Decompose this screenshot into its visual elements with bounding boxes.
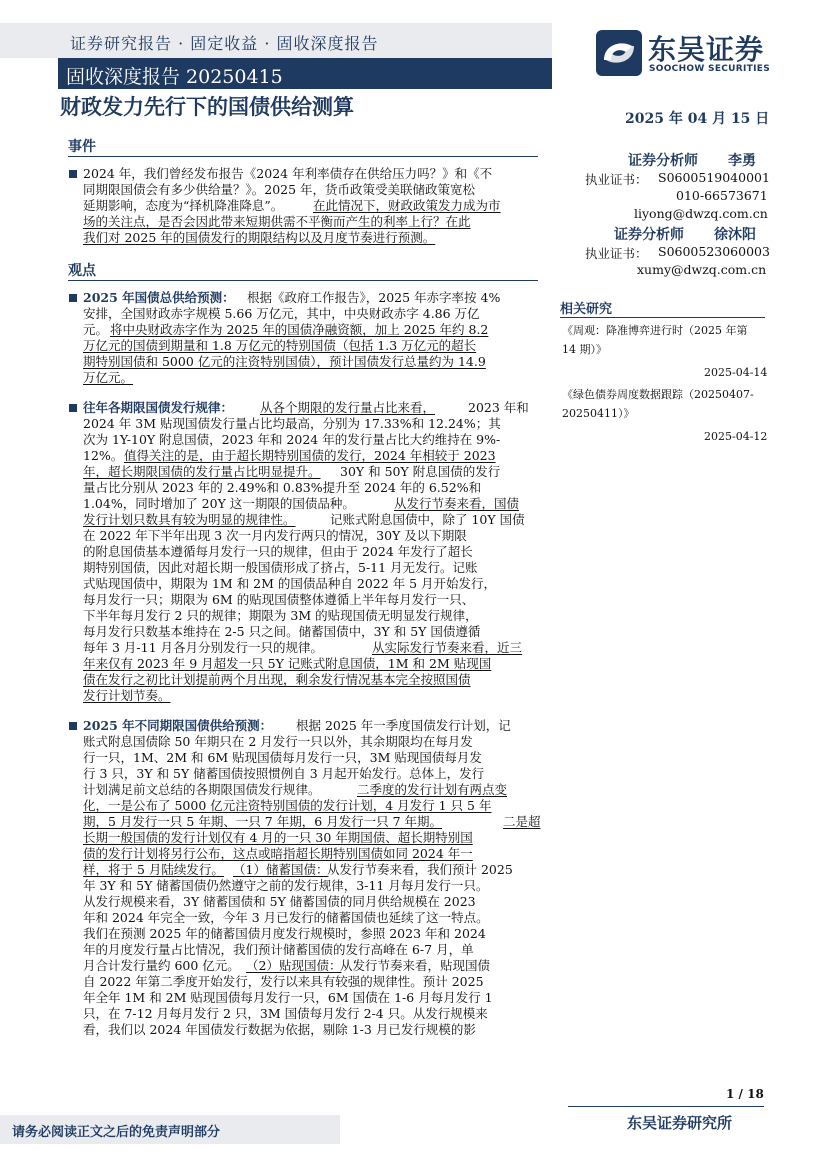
analyst-1-name: 李勇 xyxy=(728,153,756,169)
p3-line-2: 账式附息国债除 50 年期只在 2 月发行一只以外，其余期限均在每月发 xyxy=(83,734,473,749)
p3-line-16b: （2）贴现国债： xyxy=(246,958,342,973)
p3-line-19: 只，在 7-12 月每月发行 2 只，3M 国债每月发行 2-4 只。从发行规模来 xyxy=(83,1006,488,1021)
analyst-2-cert: S0600523060003 xyxy=(658,244,770,259)
p2-line-11: 期特别国债，因此对超长期一般国债形成了挤占，5-11 月无发行。记账 xyxy=(83,560,478,575)
related-research-divider xyxy=(560,317,765,318)
p2-line-14: 下半年每月发行 2 只的规律；期限为 3M 的贴现国债无明显发行规律， xyxy=(83,608,478,623)
logo-name-cn: 东吴证券 xyxy=(648,33,765,66)
p1-line-1: 根据《政府工作报告》，2025 年赤字率按 4% xyxy=(247,290,501,305)
p3-line-14: 我们在预测 2025 年的储蓄国债月度发行规模时，参照 2023 年和 2024 xyxy=(83,926,486,941)
p2-line-2: 2024 年 3M 贴现国债发行量占比均最高，分别为 17.33%和 12.24%；其 xyxy=(83,416,501,431)
p1-line-6: 万亿元。 xyxy=(83,370,134,385)
p2-line-12: 式贴现国债中，期限为 1M 和 2M 的国债品种自 2022 年 5 月开始发行， xyxy=(83,576,497,591)
p2-heading: 往年各期限国债发行规律： xyxy=(83,400,234,415)
report-title: 财政发力先行下的国债供给测算 xyxy=(60,94,354,119)
related-item-1-date: 2025-04-14 xyxy=(704,366,768,379)
p2-line-10: 的附息国债基本遵循每月发行一只的规律，但由于 2024 年发行了超长 xyxy=(83,544,473,559)
p1-line-4: 万亿元的国债到期量和 1.8 万亿元的特别国债（包括 1.3 万亿元的超长 xyxy=(83,338,477,353)
p1-line-2: 安排，全国财政赤字规模 5.66 万亿元，其中，中央财政赤字 4.86 万亿 xyxy=(83,306,480,321)
report-series: 固收深度报告 20250415 xyxy=(66,66,283,88)
analyst-1-role: 证券分析师 xyxy=(628,153,698,169)
related-item-2-line-1[interactable]: 《绿色债券周度数据跟踪（20250407- xyxy=(562,388,754,401)
p2-line-13: 每月发行一只；期限为 6M 的贴现国债整体遵循上半年每月发行一只、 xyxy=(83,592,475,607)
p2-line-4a: 12%。 xyxy=(83,448,124,463)
related-item-1-line-1[interactable]: 《周观：降准博弈进行时（2025 年第 xyxy=(562,324,748,337)
p2-line-8b: 记账式附息国债中，除了 10Y 国债 xyxy=(330,512,525,527)
p2-line-5b: 30Y 和 50Y 附息国债的发行 xyxy=(340,464,501,479)
p2-line-18: 债在发行之初比计划提前两个月出现，剩余发行情况基本完全按照国债 xyxy=(83,672,471,687)
analyst-1-phone: 010-66573671 xyxy=(676,188,768,203)
p2-line-1b: 2023 年和 xyxy=(468,400,529,415)
logo-name-en: SOOCHOW SECURITIES xyxy=(649,64,770,74)
page-number: 1 / 18 xyxy=(726,1087,764,1101)
p1-line-3: 元。 xyxy=(83,322,109,337)
related-item-1-line-2[interactable]: 14 期）》 xyxy=(562,343,607,356)
analyst-2-name: 徐沐阳 xyxy=(714,227,756,243)
p1-line-3-emphasis: 将中央财政赤字作为 2025 年的国债净融资额，加上 2025 年约 8.2 xyxy=(110,322,489,337)
analyst-1-cert: S0600519040001 xyxy=(658,170,770,185)
p2-line-5a: 年，超长期限国债的发行量占比明显提升。 xyxy=(83,464,321,479)
related-item-2-date: 2025-04-12 xyxy=(704,430,768,443)
p2-line-16b: 从实际发行节奏来看，近三 xyxy=(372,640,523,655)
p1-heading: 2025 年国债总供给预测： xyxy=(83,290,235,305)
disclaimer-note[interactable]: 请务必阅读正文之后的免责声明部分 xyxy=(12,1125,221,1140)
p2-line-7a: 1.04%，同时增加了 20Y 这一期限的国债品种。 xyxy=(83,496,355,511)
event-line-1: 2024 年，我们曾经发布报告《2024 年利率债存在供给压力吗？》和《不 xyxy=(83,166,493,181)
p3-line-3: 行一只，1M、2M 和 6M 贴现国债每月发行一只，3M 贴现国债每月发 xyxy=(83,750,482,765)
p3-line-10a: 样，将于 5 月陆续发行。 xyxy=(83,862,224,877)
p1-line-5: 期特别国债和 5000 亿元的注资特别国债），预计国债发行总量约为 14.9 xyxy=(83,354,486,369)
p2-line-9: 在 2022 年下半年出现 3 次一月内发行两只的情况，30Y 及以下期限 xyxy=(83,528,467,543)
p2-line-8a: 发行计划只数具有较为明显的规律性。 xyxy=(83,512,296,527)
analyst-1-cert-label: 执业证书： xyxy=(585,172,648,187)
event-line-2: 同期限国债会有多少供给量？》。2025 年，货币政策受美联储政策宽松 xyxy=(83,182,476,197)
p3-line-10b: （1）储蓄国债： xyxy=(233,862,329,877)
p3-line-18: 年全年 1M 和 2M 贴现国债每月发行一只，6M 国债在 1-6 月每月发行 1 xyxy=(83,990,493,1005)
related-research-heading: 相关研究 xyxy=(560,302,613,317)
analyst-2-email: xumy@dwzq.com.cn xyxy=(637,262,767,277)
analyst-1-email: liyong@dwzq.com.cn xyxy=(634,206,768,221)
p3-line-7a: 期，5 月发行一只 5 年期、一只 7 年期，6 月发行一只 7 年期。 xyxy=(83,814,443,829)
p3-line-5b: 二季度的发行计划有两点变 xyxy=(357,782,508,797)
bullet-icon xyxy=(69,722,77,730)
p3-heading: 2025 年不同期限国债供给预测： xyxy=(83,718,273,733)
event-line-3: 延期影响，态度为“择机降准降息”。 xyxy=(83,198,284,213)
analyst-2-cert-label: 执业证书： xyxy=(585,246,648,261)
p3-line-16a: 月合计发行量约 600 亿元。 xyxy=(83,958,240,973)
footer-brand: 东吴证券研究所 xyxy=(627,1114,733,1132)
section-event-heading: 事件 xyxy=(68,139,96,155)
section-event-divider xyxy=(68,156,538,157)
p2-line-19: 发行计划节奏。 xyxy=(83,688,171,703)
bullet-icon xyxy=(69,404,77,412)
p3-line-7b: 二是超 xyxy=(503,814,541,829)
p3-line-17: 自 2022 年第二季度开始发行，发行以来具有较强的规律性。预计 2025 xyxy=(83,974,484,989)
p3-line-12: 从发行规模来看，3Y 储蓄国债和 5Y 储蓄国债的同月供给规模在 2023 xyxy=(83,894,476,909)
p3-line-13: 年和 2024 年完全一致，今年 3 月已发行的储蓄国债也延续了这一特点。 xyxy=(83,910,489,925)
p3-line-4: 行 3 只，3Y 和 5Y 储蓄国债按照惯例自 3 月起开始发行。总体上，发行 xyxy=(83,766,485,781)
p2-line-6: 量占比分别从 2023 年的 2.49%和 0.83%提升至 2024 年的 6.52%和 xyxy=(83,480,482,495)
p2-line-7b: 从发行节奏来看，国债 xyxy=(394,496,520,511)
p3-line-1: 根据 2025 年一季度国债发行计划，记 xyxy=(296,718,511,733)
p3-line-8: 长期一般国债的发行计划仅有 4 月的一只 30 年期国债、超长期特别国 xyxy=(83,830,473,845)
section-view-heading: 观点 xyxy=(68,263,96,279)
p3-line-20: 看，我们以 2024 年国债发行数据为依据，剔除 1-3 月已发行规模的影 xyxy=(83,1022,476,1037)
related-item-2-line-2[interactable]: 20250411）》 xyxy=(562,407,635,420)
p2-line-1a: 从各个期限的发行量占比来看， xyxy=(260,400,436,415)
section-view-divider xyxy=(68,280,538,281)
p3-line-11: 年 3Y 和 5Y 储蓄国债仍然遵守之前的发行规律，3-11 月每月发行一只。 xyxy=(83,878,489,893)
p2-line-3: 次为 1Y-10Y 附息国债，2023 年和 2024 年的发行量占比大约维持在 9%- xyxy=(83,432,501,447)
p3-line-6: 化，一是公布了 5000 亿元注资特别国债的发行计划，4 月发行 1 只 5 年 xyxy=(83,798,492,813)
p3-line-10c: 从发行节奏来看，我们预计 2025 xyxy=(327,862,513,877)
event-line-4: 场的关注点，是否会因此带来短期供需不平衡而产生的利率上行？在此 xyxy=(83,214,471,229)
p2-line-4b: 值得关注的是，由于超长期特别国债的发行，2024 年相较于 2023 xyxy=(124,448,496,463)
p3-line-15: 年的月度发行量占比情况，我们预计储蓄国债的发行高峰在 6-7 月，单 xyxy=(83,942,474,957)
footer-divider xyxy=(568,1106,764,1107)
p2-line-15: 每月发行只数基本维持在 2-5 只之间。储蓄国债中，3Y 和 5Y 国债遵循 xyxy=(83,624,481,639)
event-line-3-emphasis: 在此情况下，财政政策发力成为市 xyxy=(313,198,501,213)
analyst-2-role: 证券分析师 xyxy=(614,227,684,243)
p2-line-16a: 每年 3 月-11 月各月分别发行一只的规律。 xyxy=(83,640,324,655)
soochow-logo-icon xyxy=(596,30,642,76)
p3-line-16c: 从发行节奏来看，贴现国债 xyxy=(340,958,491,973)
report-date: 2025 年 04 月 15 日 xyxy=(625,111,770,127)
p3-line-5a: 计划满足前文总结的各期限国债发行规律。 xyxy=(83,782,321,797)
bullet-icon xyxy=(69,294,77,302)
p2-line-17: 年来仅有 2023 年 9 月超发一只 5Y 记账式附息国债，1M 和 2M 贴现国 xyxy=(83,656,492,671)
event-line-5: 我们对 2025 年的国债发行的期限结构以及月度节奏进行预测。 xyxy=(83,230,436,245)
p3-line-9: 债的发行计划将另行公布，这点或暗指超长期特别国债如同 2024 年一 xyxy=(83,846,473,861)
header-category: 证券研究报告 · 固定收益 · 固收深度报告 xyxy=(70,34,379,53)
bullet-icon xyxy=(69,170,77,178)
